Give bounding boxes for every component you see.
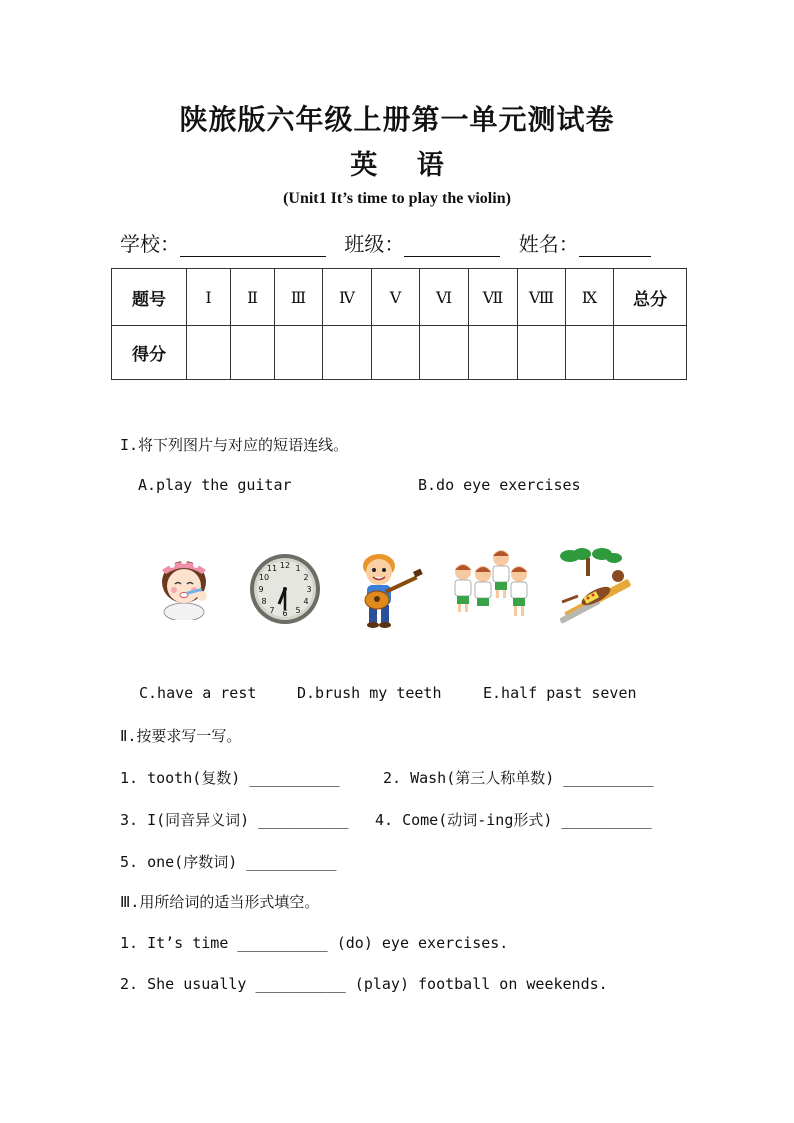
score-cell[interactable]	[518, 326, 566, 380]
svg-text:6: 6	[282, 609, 288, 618]
man-resting-image	[556, 546, 642, 628]
svg-text:11: 11	[266, 564, 278, 573]
section-2-question-3: 3. I(同音异义词) __________	[120, 811, 349, 829]
svg-text:9: 9	[258, 585, 264, 594]
column-1: Ⅰ	[187, 269, 231, 326]
option-e: E.half past seven	[483, 684, 637, 702]
column-5: Ⅴ	[372, 269, 420, 326]
name-label: 姓名：	[518, 232, 579, 256]
section-2-question-4: 4. Come(动词-ing形式) __________	[375, 811, 652, 829]
section-2-question-5: 5. one(序数词) __________	[120, 853, 337, 871]
score-label: 得分	[112, 326, 187, 380]
section-3-question-2: 2. She usually __________ (play) football on weekends.	[120, 975, 608, 993]
class-blank[interactable]	[404, 234, 500, 257]
score-table	[111, 268, 687, 380]
svg-text:4: 4	[303, 597, 309, 606]
unit-subtitle: (Unit1 It’s time to play the violin)	[283, 190, 511, 207]
svg-text:1: 1	[295, 564, 301, 573]
boy-playing-guitar-image	[349, 550, 425, 630]
score-cell[interactable]	[469, 326, 518, 380]
svg-text:10: 10	[258, 573, 270, 582]
clock-image	[248, 552, 322, 626]
class-label: 班级：	[344, 232, 405, 256]
total-score-cell[interactable]	[614, 326, 687, 380]
subject-title: 英 语	[350, 150, 444, 181]
score-cell[interactable]	[187, 326, 231, 380]
svg-text:5: 5	[295, 606, 301, 615]
score-cell[interactable]	[231, 326, 275, 380]
column-7: Ⅶ	[469, 269, 518, 326]
column-2: Ⅱ	[231, 269, 275, 326]
school-label: 学校：	[120, 232, 180, 256]
column-8: Ⅷ	[518, 269, 566, 326]
score-cell[interactable]	[420, 326, 469, 380]
option-b: B.do eye exercises	[418, 476, 581, 494]
svg-text:3: 3	[306, 585, 312, 594]
section-2-question-1: 1. tooth(复数) __________	[120, 769, 340, 787]
children-eye-exercises-image	[443, 546, 541, 626]
question-number-label: 题号	[112, 269, 187, 326]
score-cell[interactable]	[372, 326, 420, 380]
section-1-heading: I.将下列图片与对应的短语连线。	[120, 436, 349, 454]
column-4: Ⅳ	[323, 269, 372, 326]
document-title: 陕旅版六年级上册第一单元测试卷	[179, 103, 615, 136]
column-6: Ⅵ	[420, 269, 469, 326]
column-9: Ⅸ	[566, 269, 614, 326]
column-3: Ⅲ	[275, 269, 323, 326]
section-3-heading: Ⅲ.用所给词的适当形式填空。	[120, 893, 320, 911]
option-d: D.brush my teeth	[297, 684, 442, 702]
school-blank[interactable]	[180, 234, 326, 257]
section-3-question-1: 1. It’s time __________ (do) eye exercises.	[120, 934, 509, 952]
option-c: C.have a rest	[139, 684, 257, 702]
score-table-header-row	[112, 269, 687, 326]
svg-text:8: 8	[261, 597, 267, 606]
section-2-question-2: 2. Wash(第三人称单数) __________	[383, 769, 654, 787]
section-2-heading: Ⅱ.按要求写一写。	[120, 727, 242, 745]
child-group	[455, 550, 527, 616]
svg-text:12: 12	[279, 561, 291, 570]
option-a: A.play the guitar	[138, 476, 292, 494]
score-cell[interactable]	[323, 326, 372, 380]
svg-text:7: 7	[269, 606, 275, 615]
name-blank[interactable]	[579, 234, 651, 257]
total-label: 总分	[614, 269, 687, 326]
score-table-score-row	[112, 326, 687, 380]
score-cell[interactable]	[566, 326, 614, 380]
student-info-fields	[120, 228, 651, 257]
score-cell[interactable]	[275, 326, 323, 380]
svg-text:2: 2	[303, 573, 309, 582]
girl-brushing-teeth-image	[152, 552, 216, 620]
